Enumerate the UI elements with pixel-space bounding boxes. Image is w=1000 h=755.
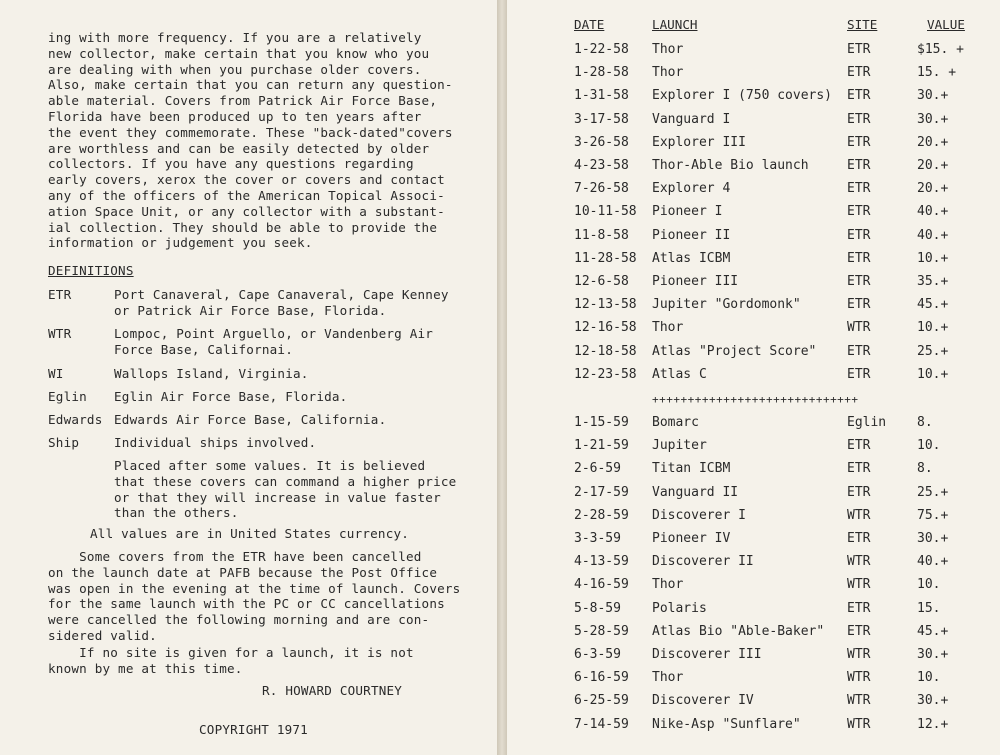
- launch-date: 3-3-59: [574, 531, 621, 546]
- launch-name: Nike-Asp "Sunflare": [652, 716, 801, 732]
- intro-paragraph: [48, 30, 453, 251]
- etr-note-line: on the launch date at PAFB because the Post Office: [48, 564, 438, 580]
- intro-line: information or judgement you seek.: [48, 235, 313, 251]
- cover-value: 10.+: [917, 320, 949, 336]
- definition-description: [114, 412, 386, 428]
- launch-name: Atlas Bio "Able-Baker": [652, 623, 825, 639]
- definition-line: that these covers can command a higher price: [114, 473, 457, 489]
- launch-site: WTR: [847, 693, 871, 709]
- definition-line: or that they will increase in value faster: [114, 489, 441, 505]
- intro-line: new collector, make certain that you know who you: [48, 45, 430, 61]
- table-row: [507, 415, 1000, 438]
- author-signature: R. HOWARD COURTNEY: [262, 683, 403, 698]
- launch-site: ETR: [847, 65, 871, 81]
- table-row: [507, 181, 1000, 204]
- cover-value: 8.: [917, 461, 933, 477]
- cover-value: 20.+: [917, 134, 949, 150]
- table-row: [507, 461, 1000, 484]
- currency-note: All values are in United States currency.: [90, 526, 410, 541]
- cover-value: 20.+: [917, 158, 949, 173]
- launch-site: WTR: [847, 507, 871, 523]
- launch-name: Polaris: [652, 600, 707, 616]
- site-note-line: If no site is given for a launch, it is not: [48, 645, 414, 660]
- launch-site: WTR: [847, 320, 871, 336]
- launch-site: ETR: [847, 134, 871, 150]
- launch-site: ETR: [847, 600, 871, 616]
- launch-date: 7-26-58: [574, 181, 629, 197]
- cover-value: 30.+: [917, 88, 949, 104]
- cover-value: 45.+: [917, 297, 949, 313]
- launch-name: Atlas C: [652, 366, 707, 382]
- cover-value: 30.+: [917, 647, 949, 662]
- intro-line: any of the officers of the American Topical Associ-: [48, 187, 445, 203]
- launch-site: ETR: [847, 623, 871, 639]
- table-row: [507, 320, 1000, 343]
- etr-note-line: Some covers from the ETR have been cancelled: [48, 549, 422, 564]
- table-row: [507, 601, 1000, 624]
- launch-site: ETR: [847, 227, 871, 243]
- table-row: [507, 367, 1000, 390]
- table-row: [507, 577, 1000, 600]
- table-row: [507, 531, 1000, 554]
- cover-value: 25.+: [917, 343, 949, 359]
- launch-name: Pioneer II: [652, 227, 731, 243]
- definition-description: [114, 458, 456, 521]
- intro-line: Florida have been produced up to ten years after: [48, 108, 422, 124]
- launch-site: ETR: [847, 297, 871, 313]
- launch-site: ETR: [847, 181, 871, 197]
- etr-cancellation-note: [48, 549, 460, 644]
- launch-site: ETR: [847, 204, 871, 220]
- cover-value: 35.+: [917, 274, 949, 289]
- cover-value: $15. +: [917, 42, 964, 57]
- launch-name: Discoverer IV: [652, 693, 754, 709]
- table-row: [507, 693, 1000, 716]
- launch-name: Thor: [652, 577, 684, 593]
- launch-date: 3-17-58: [574, 111, 629, 127]
- definition-description: [114, 389, 347, 405]
- definition-line: than the others.: [114, 505, 239, 521]
- site-note-line: known by me at this time.: [48, 660, 243, 676]
- definition-line: Lompoc, Point Arguello, or Vandenberg Air: [114, 326, 434, 341]
- table-row: [507, 158, 1000, 181]
- launch-name: Explorer 4: [652, 181, 731, 197]
- launch-name: Discoverer I: [652, 507, 746, 523]
- launch-name: Explorer I (750 covers): [652, 88, 833, 104]
- launch-date: 1-15-59: [574, 415, 629, 430]
- etr-note-line: for the same launch with the PC or CC cancellations: [48, 596, 445, 612]
- table-row: [507, 508, 1000, 531]
- launch-name: Atlas ICBM: [652, 250, 731, 266]
- launch-date: 10-11-58: [574, 204, 637, 220]
- intro-line: collectors. If you have any questions regarding: [48, 156, 414, 172]
- intro-line: able material. Covers from Patrick Air Force Base,: [48, 93, 438, 109]
- left-page: [0, 0, 497, 755]
- cover-value: 10.: [917, 577, 941, 593]
- header-date: DATE: [574, 17, 605, 32]
- site-note: [48, 645, 414, 677]
- etr-note-line: were cancelled the following morning and are con-: [48, 612, 430, 628]
- launch-date: 4-23-58: [574, 158, 629, 173]
- launch-name: Titan ICBM: [652, 461, 731, 477]
- launch-date: 11-8-58: [574, 227, 629, 243]
- intro-line: the event they commemorate. These "back-dated"covers: [48, 124, 453, 140]
- table-row: [507, 228, 1000, 251]
- launch-date: 4-16-59: [574, 577, 629, 593]
- launch-date: 6-3-59: [574, 647, 621, 662]
- launch-name: Bomarc: [652, 415, 699, 430]
- launch-site: ETR: [847, 438, 871, 454]
- launch-site: ETR: [847, 366, 871, 382]
- definition-description: [114, 326, 433, 358]
- book-gutter: [497, 0, 507, 755]
- launch-site: ETR: [847, 343, 871, 359]
- table-row: [507, 438, 1000, 461]
- launch-date: 5-28-59: [574, 623, 629, 639]
- launch-date: 6-25-59: [574, 693, 629, 709]
- launch-site: ETR: [847, 42, 871, 57]
- intro-line: ation Space Unit, or any collector with a substant-: [48, 203, 445, 219]
- launch-date: 12-16-58: [574, 320, 637, 336]
- launch-name: Thor: [652, 65, 684, 81]
- header-value: VALUE: [927, 17, 965, 32]
- table-row: [507, 42, 1000, 65]
- table-row: [507, 274, 1000, 297]
- launch-site: ETR: [847, 111, 871, 127]
- definition-description: [114, 287, 449, 319]
- launch-site: WTR: [847, 670, 871, 686]
- etr-note-line: was open in the evening at the time of launch. Covers: [48, 580, 461, 596]
- table-row: [507, 251, 1000, 274]
- definitions-heading: DEFINITIONS: [48, 263, 134, 278]
- table-row: [507, 647, 1000, 670]
- copyright-notice: COPYRIGHT 1971: [199, 722, 308, 737]
- launch-name: Jupiter: [652, 438, 707, 454]
- table-row: [507, 624, 1000, 647]
- cover-value: 45.+: [917, 623, 949, 639]
- definition-description: [114, 435, 316, 451]
- cover-value: 15. +: [917, 65, 957, 81]
- intro-line: Also, make certain that you can return any question-: [48, 77, 453, 93]
- launch-name: Pioneer IV: [652, 531, 731, 546]
- launch-site: ETR: [847, 484, 871, 500]
- launch-name: Explorer III: [652, 134, 746, 150]
- definition-term: WI: [48, 366, 64, 381]
- launch-site: ETR: [847, 531, 871, 546]
- intro-line: ing with more frequency. If you are a relatively: [48, 30, 422, 45]
- table-row: [507, 112, 1000, 135]
- launch-date: 2-17-59: [574, 484, 629, 500]
- launch-site: Eglin: [847, 415, 887, 430]
- definition-line: Placed after some values. It is believed: [114, 458, 426, 473]
- definition-term: ETR: [48, 287, 72, 302]
- table-row: [507, 88, 1000, 111]
- definition-term: Eglin: [48, 389, 87, 404]
- launch-name: Pioneer III: [652, 274, 739, 289]
- launch-date: 12-23-58: [574, 366, 637, 382]
- launch-date: 12-6-58: [574, 274, 629, 289]
- etr-note-line: sidered valid.: [48, 627, 157, 643]
- cover-value: 75.+: [917, 507, 949, 523]
- launch-name: Discoverer II: [652, 554, 754, 570]
- launch-date: 1-22-58: [574, 42, 629, 57]
- right-page: [507, 0, 1000, 755]
- cover-value: 12.+: [917, 716, 949, 732]
- launch-date: 1-21-59: [574, 438, 629, 454]
- definition-term: Ship: [48, 435, 80, 450]
- intro-line: early covers, xerox the cover or covers and contact: [48, 172, 445, 188]
- definition-line: Individual ships involved.: [114, 435, 317, 450]
- definition-line: Port Canaveral, Cape Canaveral, Cape Kenney: [114, 287, 449, 302]
- table-row: [507, 554, 1000, 577]
- launch-date: 1-31-58: [574, 88, 629, 104]
- cover-value: 8.: [917, 415, 933, 430]
- cover-value: 30.+: [917, 693, 949, 709]
- launch-name: Thor-Able Bio launch: [652, 158, 809, 173]
- cover-value: 25.+: [917, 484, 949, 500]
- launch-site: ETR: [847, 158, 871, 173]
- header-site: SITE: [847, 17, 878, 32]
- intro-line: ial collection. They should be able to provide the: [48, 219, 438, 235]
- launch-name: Thor: [652, 670, 684, 686]
- table-row: [507, 717, 1000, 740]
- cover-value: 30.+: [917, 531, 949, 546]
- launch-site: ETR: [847, 274, 871, 289]
- table-row: [507, 344, 1000, 367]
- launch-site: ETR: [847, 88, 871, 104]
- launch-name: Jupiter "Gordomonk": [652, 297, 801, 313]
- launch-site: WTR: [847, 577, 871, 593]
- launch-name: Pioneer I: [652, 204, 723, 220]
- table-row: [507, 65, 1000, 88]
- cover-value: 10.: [917, 438, 941, 454]
- table-row: [507, 204, 1000, 227]
- launch-name: Thor: [652, 42, 684, 57]
- launch-site: WTR: [847, 716, 871, 732]
- intro-line: are dealing with when you purchase older covers.: [48, 61, 422, 77]
- definition-line: Eglin Air Force Base, Florida.: [114, 389, 348, 404]
- cover-value: 10.+: [917, 250, 949, 266]
- cover-value: 10.+: [917, 366, 949, 382]
- definition-description: [114, 366, 309, 382]
- cover-value: 40.+: [917, 554, 949, 570]
- definition-line: Wallops Island, Virginia.: [114, 366, 309, 381]
- launch-name: Atlas "Project Score": [652, 343, 817, 359]
- cover-value: 10.: [917, 670, 941, 686]
- launch-date: 1-28-58: [574, 65, 629, 81]
- cover-value: 20.+: [917, 181, 949, 197]
- definition-term: WTR: [48, 326, 72, 341]
- launch-date: 12-18-58: [574, 343, 637, 359]
- launch-date: 4-13-59: [574, 554, 629, 570]
- launch-date: 2-6-59: [574, 461, 621, 477]
- definition-line: Edwards Air Force Base, California.: [114, 412, 387, 427]
- cover-value: 40.+: [917, 227, 949, 243]
- table-row: [507, 670, 1000, 693]
- table-row: [507, 297, 1000, 320]
- table-row: [507, 485, 1000, 508]
- launch-site: ETR: [847, 461, 871, 477]
- launch-date: 7-14-59: [574, 716, 629, 732]
- launch-site: WTR: [847, 554, 871, 570]
- launch-date: 11-28-58: [574, 250, 637, 266]
- launch-date: 12-13-58: [574, 297, 637, 313]
- launch-date: 2-28-59: [574, 507, 629, 523]
- cover-value: 40.+: [917, 204, 949, 220]
- cover-value: 30.+: [917, 111, 949, 127]
- launch-site: ETR: [847, 250, 871, 266]
- intro-line: are worthless and can be easily detected by older: [48, 140, 430, 156]
- launch-name: Thor: [652, 320, 684, 336]
- header-launch: LAUNCH: [652, 17, 698, 32]
- launch-date: 6-16-59: [574, 670, 629, 686]
- cover-value: 15.: [917, 600, 941, 616]
- launch-date: 3-26-58: [574, 134, 629, 150]
- definition-line: or Patrick Air Force Base, Florida.: [114, 302, 387, 318]
- launch-name: Vanguard II: [652, 484, 739, 500]
- definition-term: Edwards: [48, 412, 103, 427]
- launch-date: 5-8-59: [574, 600, 621, 616]
- launch-site: WTR: [847, 647, 871, 662]
- table-row: [507, 135, 1000, 158]
- launch-name: Vanguard I: [652, 111, 731, 127]
- launch-name: Discoverer III: [652, 647, 762, 662]
- definition-line: Force Base, Californai.: [114, 341, 293, 357]
- year-separator: +++++++++++++++++++++++++++++: [652, 393, 859, 406]
